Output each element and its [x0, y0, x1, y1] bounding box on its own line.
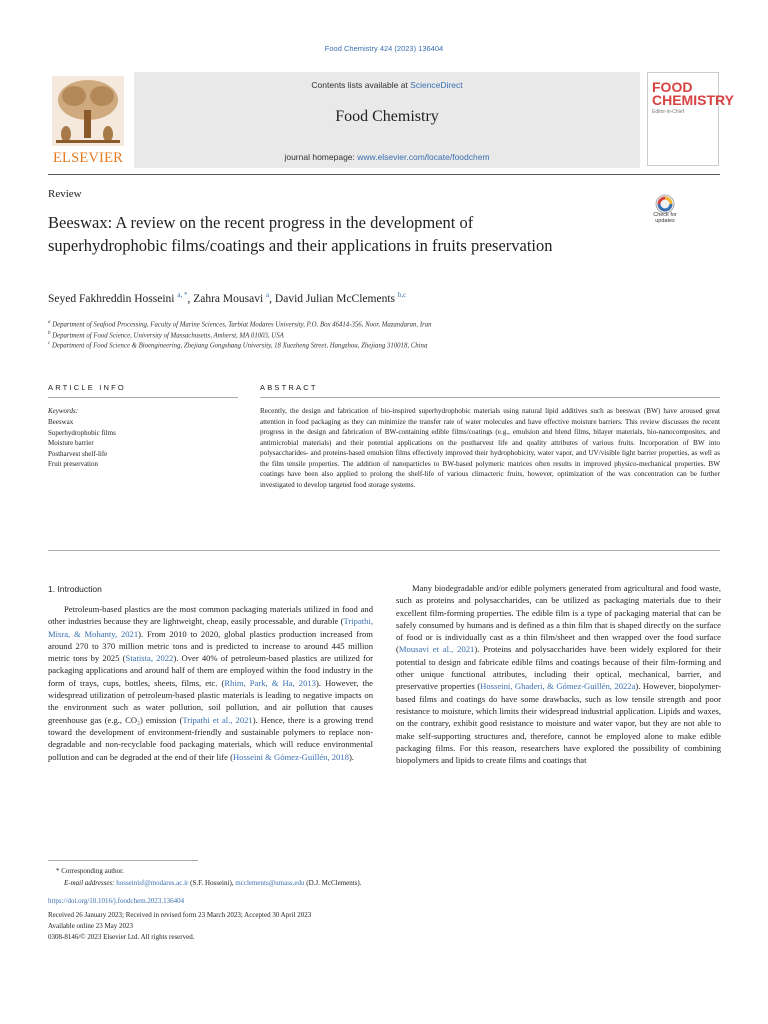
abstract-text: Recently, the design and fabrication of bio-inspired superhydrophobic materials using natural lipid additives such as beeswax (BW) have aroused great attention in food packaging as they can minimize the transfer rate of water molecules and have effective moisture barriers. This review discusses the recent progress in the design and fabrication of BW-containing edible films/coatings (e.g., emulsion and blend films, bilayer materials, bio-nanocomposites, and antimicrobial materials) and their potential applications on the postharvest life and quality attributes of various fruits. Incorporation of BW into polysaccharides- and proteins-based emulsion films effectively improved their hydrophobicity, water vapor, and UV/visible light barrier properties, as well as the film tensile properties. The addition of nanoparticles to BW-based polymeric matrices often results in improved physico-mechanical properties. BW coatings have been also applied to prolong the shelf-life of various climacteric fruits, however, optimization of the wax concentration can be further investigated to develop targeted food storage systems. — [260, 407, 720, 489]
affiliation-mark: c — [48, 341, 51, 346]
body-text: ). From 2010 to 2020, global plastics production increased from around 270 to 370 million metric tons and is predicted to increase to around 445 million metric tons by 2025 ( — [48, 628, 373, 664]
author-name[interactable]: David Julian McClements — [274, 292, 395, 305]
doi-link[interactable]: https://doi.org/10.1016/j.foodchem.2023.136404 — [48, 897, 185, 905]
keyword: Moisture barrier — [48, 439, 94, 447]
homepage-prefix: journal homepage: — [284, 152, 358, 162]
journal-citation[interactable]: Food Chemistry 424 (2023) 136404 — [324, 44, 444, 53]
citation-link[interactable]: Mousavi et al., 2021 — [398, 644, 475, 655]
citation-link[interactable]: Rhim, Park, & Ha, 2013 — [224, 677, 316, 688]
citation-link[interactable]: Tripathi, Misra, & Mohanty, 2021 — [48, 616, 373, 639]
body-text: Many biodegradable and/or edible polymers generated from agricultural and food waste, such as proteins and polysaccharides, can be utilized as packaging materials due to their excellent film-forming properties. The edible film is a type of packaging material that can be safely consumed by humans and is defined as a thin film that is shaped directly on the surface of food or is individually cast as a thin film/sheet and then wrapped over the food surface ( — [396, 583, 721, 655]
keyword: Fruit preservation — [48, 460, 98, 468]
body-text: Petroleum-based plastics are the most common packaging materials utilized in food and other industries because they are lightweight, cheap, easily processable, and durable ( — [48, 604, 373, 627]
article-info-divider — [48, 397, 238, 398]
publication-dates — [48, 910, 311, 943]
email-link[interactable]: mcclements@umass.edu — [235, 879, 305, 887]
citation-link[interactable]: Tripathi et al., 2021 — [182, 714, 253, 725]
received-dates: Received 26 January 2023; Received in revised form 23 March 2023; Accepted 30 April 2023 — [48, 911, 312, 919]
elsevier-wordmark: ELSEVIER — [52, 150, 124, 166]
body-text: ). Hence, there is a growing trend toward the development of environment-friendly and sustainable polymers to replace non-degradable and non-recyclable food packaging materials, which will reduce environmental pollution and can be degraded at the end of their life ( — [48, 714, 373, 762]
author-affiliation-mark[interactable]: a, * — [177, 291, 188, 299]
footnote-divider — [48, 860, 198, 861]
article-type: Review — [48, 188, 82, 200]
email-label: E-mail addresses: — [64, 879, 117, 887]
body-column-left — [48, 603, 373, 763]
article-title: Beeswax: A review on the recent progress in the development of superhydrophobic films/coatings and their applications in fruits preservation — [48, 213, 553, 255]
section-heading-introduction: 1. Introduction — [48, 584, 102, 594]
journal-homepage-line — [134, 152, 640, 162]
keywords-label: Keywords: — [48, 407, 79, 415]
citation-link[interactable]: Hosseini, Ghaderi, & Gómez-Guillén, 2022a — [480, 681, 636, 692]
homepage-link[interactable]: www.elsevier.com/locate/foodchem — [357, 152, 490, 162]
abstract-heading: ABSTRACT — [260, 383, 318, 392]
keywords-list — [48, 417, 116, 470]
affiliation — [48, 341, 427, 349]
body-text: ). However, the widespread utilization of petroleum-based plastic materials is leading to negative impacts on the environment such as water pollution, soil pollution, and air pollution that causes greenhouse gas (e.g., CO₂) emission ( — [48, 677, 373, 725]
affiliation-text: Department of Food Science, University of Massachusetts, Amherst, MA 01003, USA — [52, 332, 284, 340]
corresponding-label: Corresponding author. — [61, 867, 124, 875]
affiliation-mark: a — [48, 320, 51, 325]
affiliation — [48, 331, 284, 339]
author-affiliation-mark[interactable]: a — [266, 291, 270, 299]
available-online: Available online 23 May 2023 — [48, 922, 134, 930]
abstract-divider — [260, 397, 720, 398]
journal-name: Food Chemistry — [335, 108, 439, 125]
contents-prefix: Contents lists available at — [311, 80, 411, 90]
asterisk-mark: * — [56, 867, 60, 875]
citation-link[interactable]: Statista, 2022 — [125, 653, 174, 664]
cover-subtitle: Editor-in-Chief — [652, 109, 684, 115]
keyword: Superhydrophobic films — [48, 428, 116, 437]
contents-line — [134, 80, 640, 90]
header-divider — [48, 174, 720, 175]
citation-link[interactable]: Hosseini & Gómez-Guillén, 2018 — [232, 751, 349, 762]
body-text: ). However, biopolymer-based films and coatings do have some drawbacks, such as low tensile strength and poor resistance to moisture, which limits their widespread industrial application. Lipids and waxes, on the contrary, exhibit good resistance to moisture and water vapor, but they are not able to make self-supporting structures and, therefore, cannot be employed alone to make edible packaging films. For this reason, researchers have explored the possibility of combining biopolymers and lipids to create films and coatings that — [396, 681, 721, 766]
cover-title: FOOD CHEMISTRY — [652, 79, 734, 108]
author-name[interactable]: Seyed Fakhreddin Hosseini — [48, 292, 175, 305]
body-text: ). Over 40% of petroleum-based plastics are utilized for packaging applications and around half of them are employed within the food industry in the form of trays, cups, bottles, sheets, films, etc. ( — [48, 653, 374, 688]
email-owner: (S.F. Hosseini), — [188, 879, 236, 887]
email-link[interactable]: hosseinisf@modares.ac.ir — [116, 879, 189, 887]
affiliation-mark: b — [48, 331, 51, 336]
abstract-bottom-divider — [48, 550, 720, 551]
author-name[interactable]: Zahra Mousavi — [193, 292, 264, 305]
affiliation — [48, 320, 432, 328]
affiliation-text: Department of Food Science & Bioengineering, Zhejiang Gongshang University, 18 Xuezheng Street, Hangzhou, Zhejiang 310018, China — [51, 342, 428, 350]
copyright-line: 0308-8146/© 2023 Elsevier Ltd. All rights reserved. — [48, 933, 195, 941]
body-text: ). Proteins and polysaccharides have been widely explored for their potential to design and fabricate edible films and coatings because of their film-forming and other unique functional attributes, including their optical, mechanical, barrier, and preservative properties ( — [396, 644, 721, 692]
journal-cover-image — [647, 72, 734, 166]
check-for-updates-label[interactable]: Check for updates — [653, 212, 677, 224]
email-addresses — [64, 879, 361, 887]
article-info-heading: ARTICLE INFO — [48, 383, 126, 392]
author-list: Seyed Fakhreddin Hosseini $^{a, *}$, Zahra Mousavi $^a$, David Julian McClements $^{b,c}$ — [48, 291, 407, 305]
body-text: ). — [348, 751, 354, 762]
sciencedirect-link[interactable]: ScienceDirect — [410, 80, 463, 90]
email-owner: (D.J. McClements). — [304, 879, 362, 887]
keyword: Beeswax — [48, 418, 74, 426]
keyword: Postharvest shelf-life — [48, 449, 108, 458]
corresponding-author-note — [56, 867, 124, 875]
author-affiliation-mark[interactable]: b,c — [397, 291, 407, 299]
body-column-right — [396, 582, 721, 766]
affiliation-text: Department of Seafood Processing, Faculty of Marine Sciences, Tarbiat Modares University, P.O. Box 46414-356, Noor, Mazandaran, Iran — [52, 321, 432, 329]
